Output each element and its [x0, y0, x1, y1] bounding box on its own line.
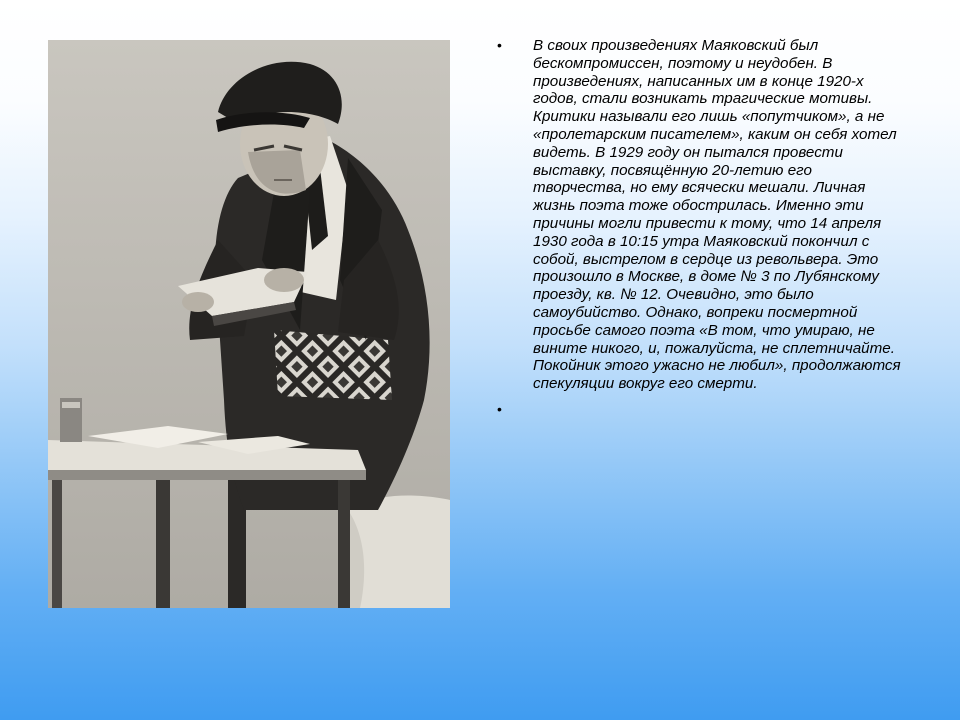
paragraph-text: В своих произведениях Маяковский был бескомпромиссен, поэтому и неудобен. В произведениях, написанных им в конце 1920-х годов, стали возникать трагические мотивы. Критики называли его лишь «попутчиком», а не «пролетарским писателем», каким он себя хотел видеть. В 1929 году он пытался провести выставку, посвящённую 20-летию его творчества, но ему всячески мешали. Личная жизнь поэта тоже обострилась. Именно эти причины могли привести к тому, что 14 апреля 1930 года в 10:15 утра Маяковский покончил с собой, выстрелом в сердце из револьвера. Это произошло в Москве, в доме № 3 по Лубянскому проезду, кв. № 12. Очевидно, это было самоубийство. Однако, вопреки посмертной просьбе самого поэта «В том, что умираю, не вините никого, и, пожалуйста, не сплетничайте. Покойник этого ужасно не любил», продолжаются спекуляции вокруг его смерти.: [533, 37, 901, 393]
bullet-list: [497, 37, 909, 419]
bullet-icon: •: [497, 37, 502, 53]
list-item-empty: [497, 401, 909, 419]
portrait-photo: [48, 40, 450, 608]
bullet-icon: •: [497, 400, 502, 417]
list-item: [497, 37, 909, 393]
text-content: [497, 37, 909, 419]
portrait-photo-icon: [48, 40, 450, 608]
